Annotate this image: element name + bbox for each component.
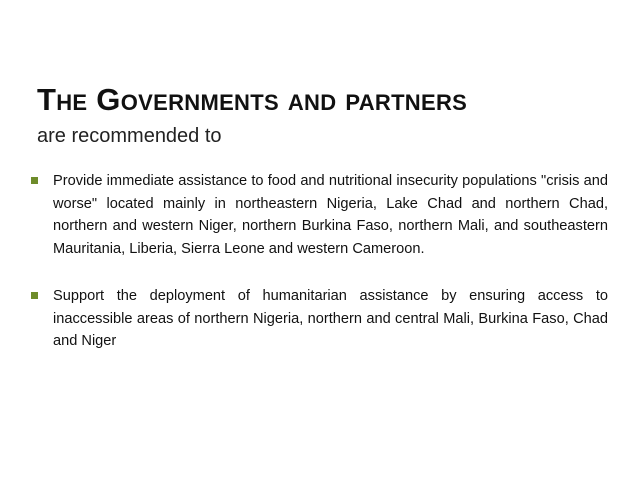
square-bullet-icon [31,292,38,299]
bullet-text: Provide immediate assistance to food and nutritional insecurity populations "crisis and worse" located mainly in northeastern Nigeria, Lake Chad and northern Chad, northern and western Niger, northern Burkina Faso, northern Mali, and southeastern Mauritania, Liberia, Sierra Leone and western Cameroon. [53,173,608,257]
bullet-list [30,170,608,378]
bullet-text: Support the deployment of humanitarian assistance by ensuring access to inaccessible areas of northern Nigeria, northern and central Mali, Burkina Faso, Chad and Niger [53,288,608,349]
slide-title: The Governments and partners [37,82,468,117]
slide-subtitle: are recommended to [37,125,222,147]
square-bullet-icon [31,177,38,184]
bullet-item [30,285,608,353]
bullet-item [30,170,608,260]
